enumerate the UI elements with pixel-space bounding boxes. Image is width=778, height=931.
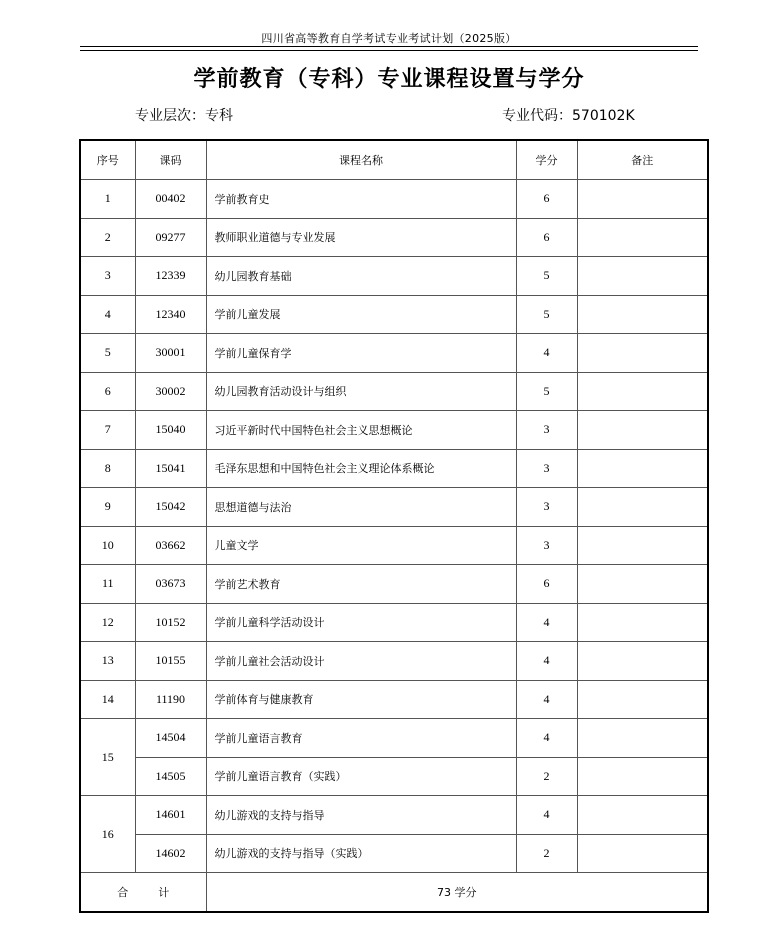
table-row bbox=[80, 565, 708, 604]
course-name: 教师职业道德与专业发展 bbox=[206, 218, 516, 257]
course-code: 03673 bbox=[135, 565, 206, 604]
course-note bbox=[577, 565, 708, 604]
course-name: 学前儿童语言教育 bbox=[206, 719, 516, 758]
course-note bbox=[577, 757, 708, 796]
course-name: 学前体育与健康教育 bbox=[206, 680, 516, 719]
course-name: 学前儿童社会活动设计 bbox=[206, 642, 516, 681]
course-code: 30002 bbox=[135, 372, 206, 411]
major-level: 专业层次：专科 bbox=[135, 108, 233, 124]
column-header-code: 课码 bbox=[135, 140, 206, 180]
table-row bbox=[80, 218, 708, 257]
total-value: 73 学分 bbox=[206, 873, 708, 912]
course-seq: 12 bbox=[80, 603, 135, 642]
course-credit: 4 bbox=[516, 796, 577, 835]
table-row bbox=[80, 449, 708, 488]
course-seq: 6 bbox=[80, 372, 135, 411]
table-row bbox=[80, 796, 708, 835]
course-name: 学前教育史 bbox=[206, 180, 516, 219]
course-code: 12340 bbox=[135, 295, 206, 334]
course-credit: 3 bbox=[516, 488, 577, 527]
course-name: 习近平新时代中国特色社会主义思想概论 bbox=[206, 411, 516, 450]
course-credit: 5 bbox=[516, 295, 577, 334]
table-row bbox=[80, 834, 708, 873]
course-credit: 3 bbox=[516, 411, 577, 450]
course-seq: 4 bbox=[80, 295, 135, 334]
course-code: 11190 bbox=[135, 680, 206, 719]
course-seq: 3 bbox=[80, 257, 135, 296]
table-row bbox=[80, 603, 708, 642]
header-rule-thick bbox=[80, 46, 698, 47]
course-table bbox=[79, 139, 709, 913]
course-name: 幼儿游戏的支持与指导（实践） bbox=[206, 834, 516, 873]
course-name: 儿童文学 bbox=[206, 526, 516, 565]
course-credit: 4 bbox=[516, 334, 577, 373]
table-row bbox=[80, 488, 708, 527]
course-name: 思想道德与法治 bbox=[206, 488, 516, 527]
course-credit: 2 bbox=[516, 834, 577, 873]
column-header-name: 课程名称 bbox=[206, 140, 516, 180]
table-row bbox=[80, 334, 708, 373]
course-code: 14601 bbox=[135, 796, 206, 835]
course-note bbox=[577, 526, 708, 565]
course-note bbox=[577, 603, 708, 642]
group-seq: 16 bbox=[80, 796, 135, 873]
table-row bbox=[80, 680, 708, 719]
course-code: 15042 bbox=[135, 488, 206, 527]
table-row bbox=[80, 180, 708, 219]
course-name: 幼儿游戏的支持与指导 bbox=[206, 796, 516, 835]
course-name: 学前儿童语言教育（实践） bbox=[206, 757, 516, 796]
course-credit: 5 bbox=[516, 257, 577, 296]
table-row bbox=[80, 372, 708, 411]
course-note bbox=[577, 411, 708, 450]
course-name: 学前儿童发展 bbox=[206, 295, 516, 334]
course-note bbox=[577, 218, 708, 257]
course-note bbox=[577, 257, 708, 296]
course-code: 15040 bbox=[135, 411, 206, 450]
course-note bbox=[577, 449, 708, 488]
total-row bbox=[80, 873, 708, 912]
course-credit: 6 bbox=[516, 218, 577, 257]
course-seq: 2 bbox=[80, 218, 135, 257]
course-note bbox=[577, 719, 708, 758]
table-header-row bbox=[80, 140, 708, 180]
column-header-credit: 学分 bbox=[516, 140, 577, 180]
course-note bbox=[577, 372, 708, 411]
table-row bbox=[80, 719, 708, 758]
header-rule-thin bbox=[80, 50, 698, 51]
course-seq: 1 bbox=[80, 180, 135, 219]
course-code: 12339 bbox=[135, 257, 206, 296]
course-code: 10152 bbox=[135, 603, 206, 642]
course-name: 毛泽东思想和中国特色社会主义理论体系概论 bbox=[206, 449, 516, 488]
course-code: 14602 bbox=[135, 834, 206, 873]
course-credit: 5 bbox=[516, 372, 577, 411]
course-credit: 6 bbox=[516, 565, 577, 604]
course-note bbox=[577, 180, 708, 219]
total-label bbox=[80, 873, 206, 912]
course-note bbox=[577, 334, 708, 373]
course-note bbox=[577, 488, 708, 527]
course-credit: 2 bbox=[516, 757, 577, 796]
table-row bbox=[80, 295, 708, 334]
course-credit: 4 bbox=[516, 719, 577, 758]
course-credit: 3 bbox=[516, 526, 577, 565]
course-seq: 14 bbox=[80, 680, 135, 719]
course-name: 学前儿童保育学 bbox=[206, 334, 516, 373]
column-header-seq: 序号 bbox=[80, 140, 135, 180]
course-code: 15041 bbox=[135, 449, 206, 488]
table-row bbox=[80, 526, 708, 565]
document-header: 四川省高等教育自学考试专业考试计划（2025版） bbox=[261, 32, 517, 45]
course-credit: 6 bbox=[516, 180, 577, 219]
course-credit: 4 bbox=[516, 642, 577, 681]
total-label-b: 计 bbox=[158, 885, 170, 899]
table-row bbox=[80, 642, 708, 681]
course-seq: 9 bbox=[80, 488, 135, 527]
course-note bbox=[577, 642, 708, 681]
course-code: 14505 bbox=[135, 757, 206, 796]
course-seq: 7 bbox=[80, 411, 135, 450]
column-header-note: 备注 bbox=[577, 140, 708, 180]
course-code: 10155 bbox=[135, 642, 206, 681]
course-code: 14504 bbox=[135, 719, 206, 758]
group-seq: 15 bbox=[80, 719, 135, 796]
table-row bbox=[80, 411, 708, 450]
course-name: 学前儿童科学活动设计 bbox=[206, 603, 516, 642]
course-note bbox=[577, 680, 708, 719]
course-seq: 5 bbox=[80, 334, 135, 373]
course-note bbox=[577, 796, 708, 835]
course-seq: 8 bbox=[80, 449, 135, 488]
course-seq: 10 bbox=[80, 526, 135, 565]
course-note bbox=[577, 295, 708, 334]
course-seq: 11 bbox=[80, 565, 135, 604]
course-credit: 3 bbox=[516, 449, 577, 488]
course-credit: 4 bbox=[516, 603, 577, 642]
course-code: 03662 bbox=[135, 526, 206, 565]
course-name: 学前艺术教育 bbox=[206, 565, 516, 604]
course-name: 幼儿园教育活动设计与组织 bbox=[206, 372, 516, 411]
table-row bbox=[80, 257, 708, 296]
page-title: 学前教育（专科）专业课程设置与学分 bbox=[193, 67, 585, 92]
course-name: 幼儿园教育基础 bbox=[206, 257, 516, 296]
course-seq: 13 bbox=[80, 642, 135, 681]
course-code: 09277 bbox=[135, 218, 206, 257]
table-row bbox=[80, 757, 708, 796]
course-note bbox=[577, 834, 708, 873]
total-label-a: 合 bbox=[117, 885, 129, 899]
course-code: 00402 bbox=[135, 180, 206, 219]
major-code: 专业代码：570102K bbox=[502, 108, 635, 124]
course-code: 30001 bbox=[135, 334, 206, 373]
course-credit: 4 bbox=[516, 680, 577, 719]
